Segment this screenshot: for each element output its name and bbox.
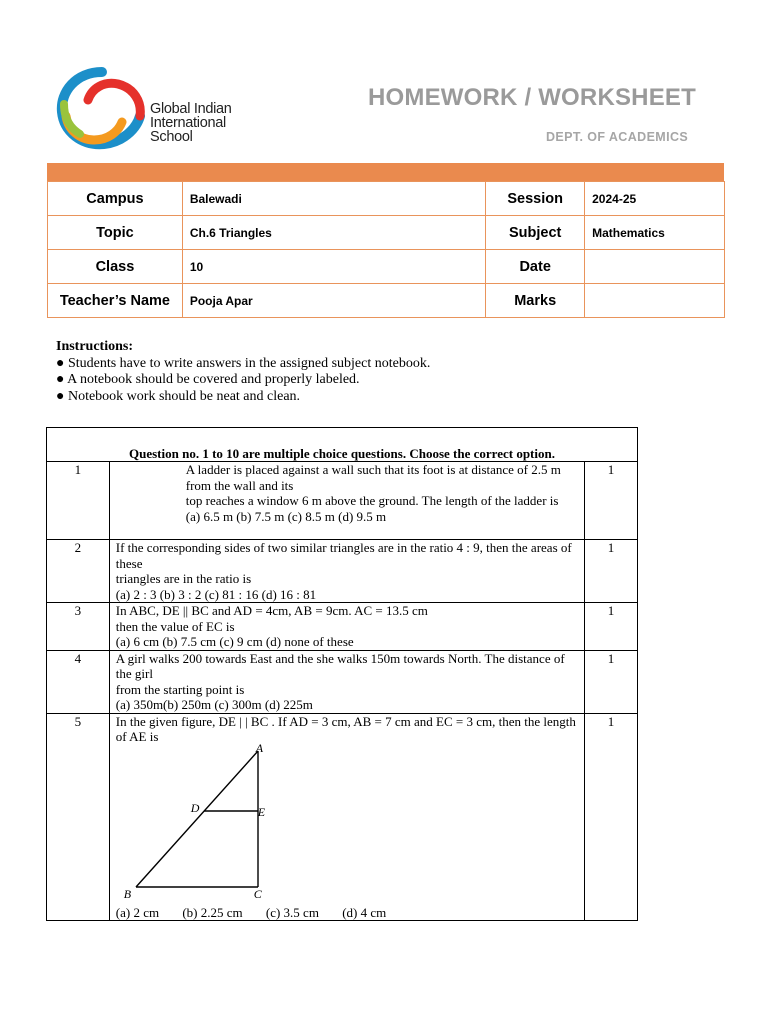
question-line: A ladder is placed against a wall such that its foot is at distance of 2.5 m from the wall and its	[185, 462, 561, 493]
option-b: (b) 2.25 cm	[182, 904, 243, 920]
topic-value: Ch.6 Triangles	[182, 216, 485, 250]
marks-label: Marks	[486, 284, 585, 318]
question-marks: 1	[584, 713, 637, 921]
question-number: 5	[47, 713, 110, 921]
instruction-item: ● Students have to write answers in the assigned subject notebook.	[56, 355, 431, 371]
document-title: HOMEWORK / WORKSHEET	[368, 84, 696, 111]
question-marks: 1	[584, 603, 637, 651]
option-d: (d) 4 cm	[342, 904, 387, 920]
question-options: (a) 6 cm (b) 7.5 cm (c) 9 cm (d) none of these	[115, 634, 354, 649]
question-text	[109, 603, 584, 651]
class-label: Class	[48, 250, 183, 284]
question-options: (a) 2 : 3 (b) 3 : 2 (c) 81 : 16 (d) 16 : 81	[115, 586, 317, 602]
instruction-item: ● A notebook should be covered and properly labeled.	[56, 372, 360, 387]
campus-value: Balewadi	[182, 182, 485, 216]
teacher-name-value: Pooja Apar	[182, 284, 485, 318]
subject-label: Subject	[486, 216, 585, 250]
question-row	[47, 650, 638, 713]
class-value: 10	[182, 250, 485, 284]
info-row-teacher	[48, 284, 725, 318]
option-a: (a) 2 cm	[115, 904, 160, 920]
questions-table	[46, 427, 638, 921]
triangle-figure	[116, 740, 580, 905]
info-row-class	[48, 250, 725, 284]
info-row-topic	[48, 216, 725, 250]
instruction-item: ● Notebook work should be neat and clean.	[56, 388, 301, 404]
teacher-name-label: Teacher’s Name	[48, 284, 183, 318]
school-name-line-3: School	[150, 129, 193, 145]
question-line: top reaches a window 6 m above the ground. The length of the ladder is	[185, 493, 559, 508]
question-number: 3	[47, 603, 110, 651]
school-name-line-1: Global Indian	[150, 101, 232, 117]
question-row	[47, 540, 638, 603]
question-text	[109, 650, 584, 713]
question-line: from the starting point is	[115, 681, 245, 697]
question-line: In the given figure, DE | | BC . If AD = 3 cm, AB = 7 cm and EC = 3 cm, then the length of AE is	[115, 713, 576, 744]
topic-label: Topic	[48, 216, 183, 250]
question-marks: 1	[584, 462, 637, 540]
session-value: 2024-25	[585, 182, 725, 216]
option-c: (c) 3.5 cm	[265, 904, 319, 920]
session-label: Session	[486, 182, 585, 216]
question-row	[47, 603, 638, 651]
subject-value: Mathematics	[585, 216, 725, 250]
question-number: 2	[47, 540, 110, 603]
question-number: 1	[47, 462, 110, 540]
school-name-line-2: International	[150, 115, 226, 131]
question-text	[109, 462, 584, 540]
question-text	[109, 540, 584, 603]
vertex-label-c: C	[253, 886, 262, 901]
vertex-label-a: A	[255, 740, 264, 755]
triangle-diagram	[116, 745, 316, 905]
question-line: then the value of EC is	[115, 618, 235, 634]
marks-value	[585, 284, 725, 318]
date-label: Date	[486, 250, 585, 284]
date-value	[585, 250, 725, 284]
question-text	[109, 713, 584, 921]
campus-label: Campus	[48, 182, 183, 216]
question-options: (a) 6.5 m (b) 7.5 m (c) 8.5 m (d) 9.5 m	[185, 508, 387, 524]
info-row-campus	[48, 182, 725, 216]
info-table	[47, 181, 725, 318]
school-logo	[56, 66, 256, 150]
question-line: A girl walks 200 towards East and the she walks 150m towards North. The distance of the girl	[115, 650, 565, 681]
questions-heading: Question no. 1 to 10 are multiple choice questions. Choose the correct option.	[47, 428, 638, 462]
department-label: DEPT. OF ACADEMICS	[546, 130, 689, 144]
question-marks: 1	[584, 540, 637, 603]
school-name	[150, 102, 260, 144]
question-line: If the corresponding sides of two similar triangles are in the ratio 4 : 9, then the areas of these	[115, 540, 572, 571]
question-line: triangles are in the ratio is	[115, 571, 252, 586]
vertex-label-b: B	[123, 886, 132, 901]
question-line: In ABC, DE || BC and AD = 4cm, AB = 9cm. AC = 13.5 cm	[115, 603, 428, 618]
vertex-label-e: E	[257, 804, 266, 819]
question-options: (a) 350m(b) 250m (c) 300m (d) 225m	[115, 697, 313, 712]
info-table-header-bar	[47, 163, 724, 181]
question-row	[47, 713, 638, 921]
question-marks: 1	[584, 650, 637, 713]
gis-swirl-logo-icon	[56, 66, 150, 150]
instructions	[56, 339, 430, 405]
question-number: 4	[47, 650, 110, 713]
question-options	[116, 905, 580, 921]
question-row	[47, 462, 638, 540]
vertex-label-d: D	[190, 800, 200, 815]
instructions-heading: Instructions:	[56, 339, 134, 354]
